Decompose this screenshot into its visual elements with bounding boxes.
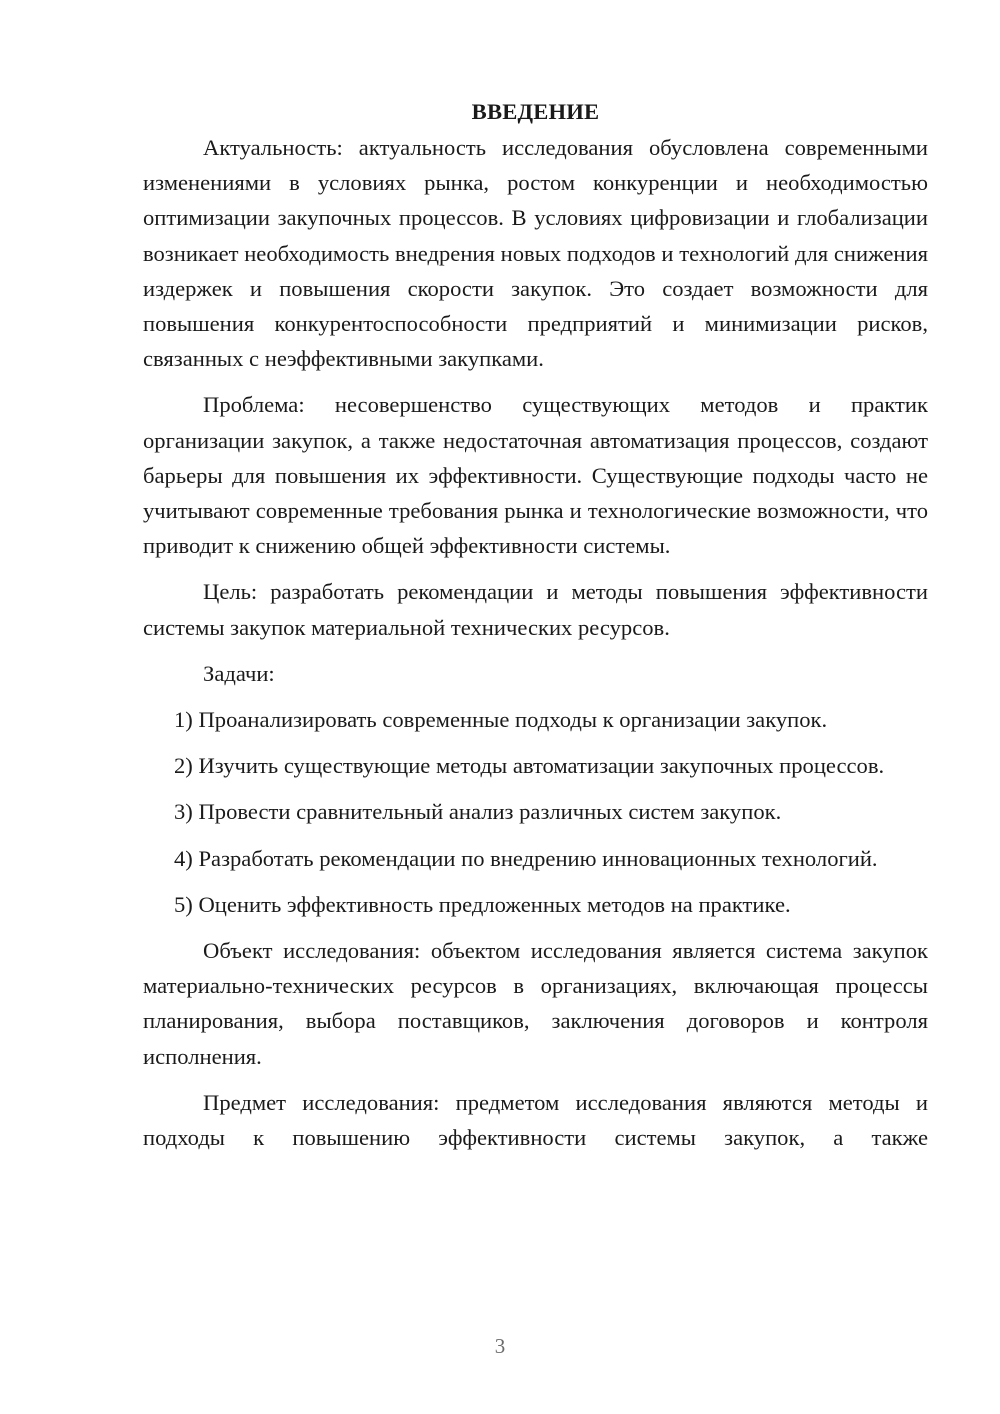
task-item-2: 2) Изучить существующие методы автоматизации закупочных процессов. — [174, 753, 885, 779]
object-paragraph: Объект исследования: объектом исследования является система закупок материально-технических ресурсов в организациях, включающая процессы планирования, выбора поставщиков, заключения договоров и контроля исполнения. — [143, 938, 928, 1069]
document-page — [143, 94, 928, 1155]
problem-paragraph: Проблема: несовершенство существующих методов и практик организации закупок, а также недостаточная автоматизация процессов, создают барьеры для повышения их эффективности. Существующие подходы часто не учитывают современные требования рынка и технологические возможности, что приводит к снижению общей эффективности системы. — [143, 392, 928, 559]
relevance-paragraph: Актуальность: актуальность исследования обусловлена современными изменениями в условиях рынка, ростом конкуренции и необходимостью оптимизации закупочных процессов. В условиях цифровизации и глобализации возникает необходимость внедрения новых подходов и технологий для снижения издержек и повышения скорости закупок. Это создает возможности для повышения конкурентоспособности предприятий и минимизации рисков, связанных с неэффективными закупками. — [143, 135, 928, 372]
task-item-5: 5) Оценить эффективность предложенных методов на практике. — [174, 891, 791, 917]
subject-paragraph: Предмет исследования: предметом исследования являются методы и подходы к повышению эффективности системы закупок, а также — [143, 1089, 928, 1151]
page-number: 3 — [494, 1334, 506, 1358]
task-item-1: 1) Проанализировать современные подходы к организации закупок. — [174, 707, 828, 733]
tasks-label: Задачи: — [203, 660, 275, 686]
task-item-4: 4) Разработать рекомендации по внедрению инновационных технологий. — [174, 845, 878, 871]
section-heading: ВВЕДЕНИЕ — [471, 99, 600, 124]
task-item-3: 3) Провести сравнительный анализ различных систем закупок. — [174, 799, 782, 825]
goal-paragraph: Цель: разработать рекомендации и методы повышения эффективности системы закупок материальной технических ресурсов. — [143, 579, 928, 640]
